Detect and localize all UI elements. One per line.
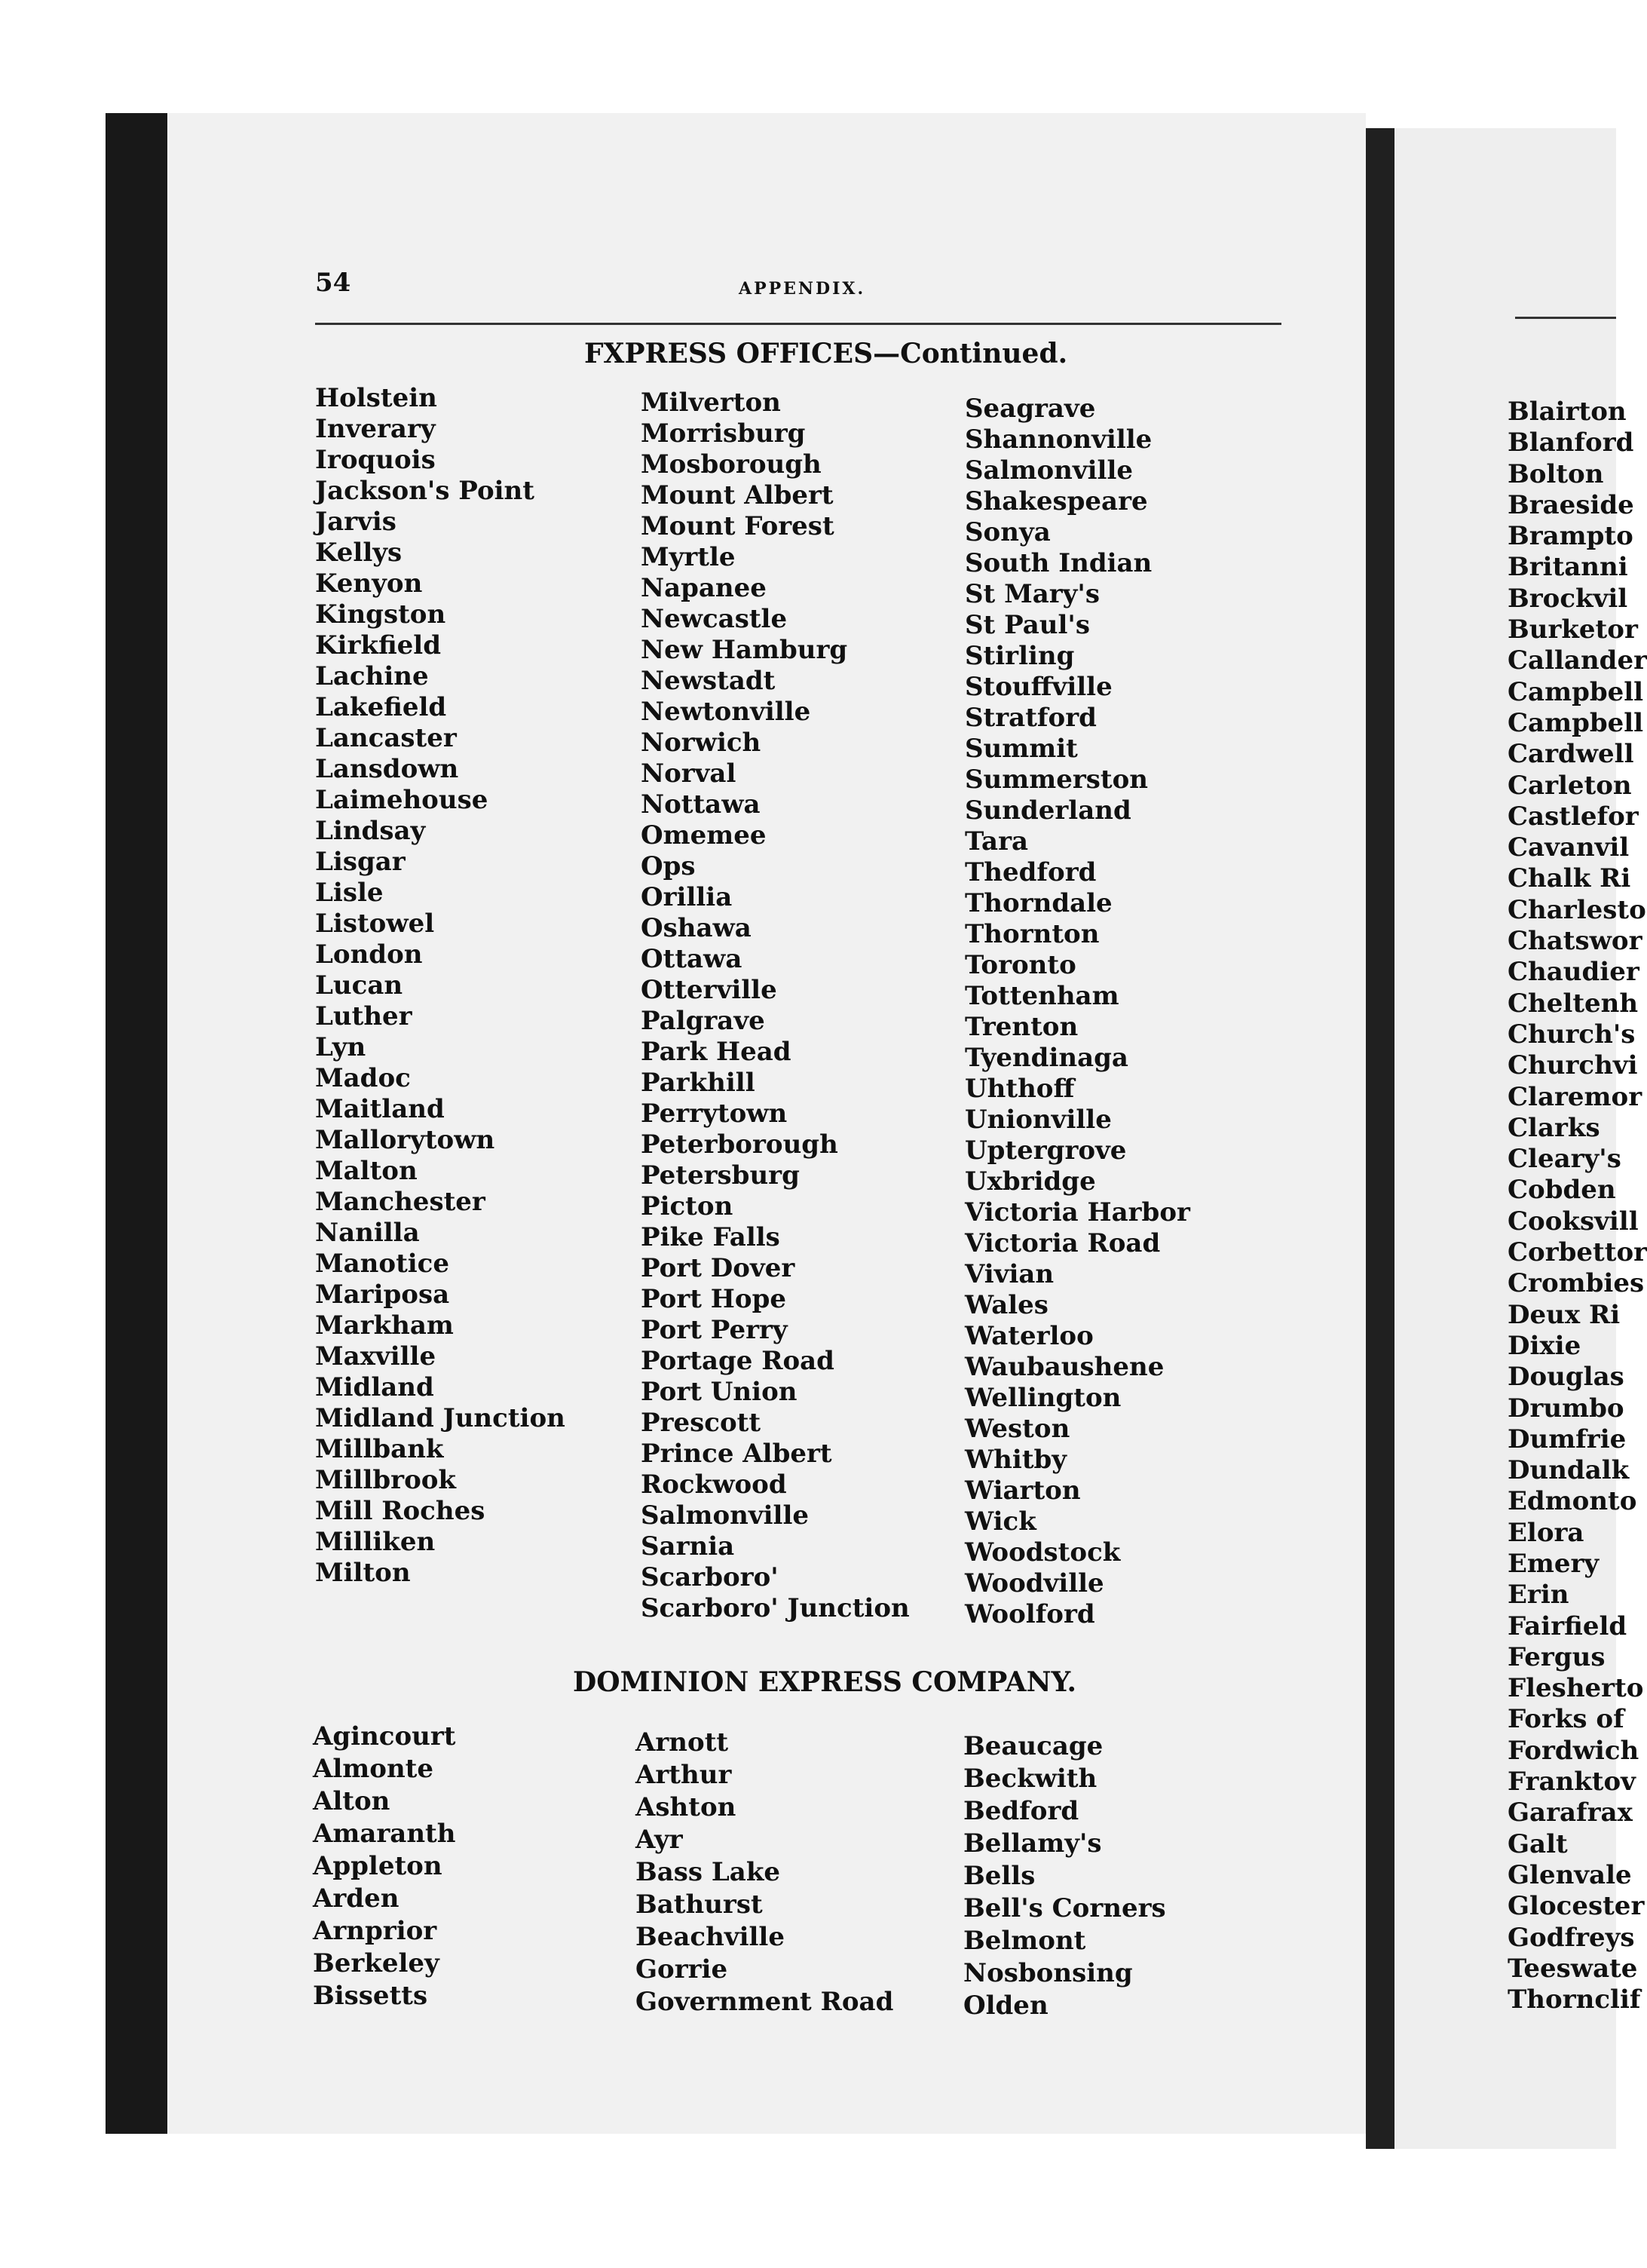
place-name: Dixie xyxy=(1508,1330,1581,1361)
page-number: 54 xyxy=(315,268,351,298)
place-name: Orillia xyxy=(641,882,733,912)
place-name: Port Union xyxy=(641,1377,797,1407)
place-name: Norwich xyxy=(641,728,761,758)
place-name: Summit xyxy=(965,734,1078,764)
place-name: St Mary's xyxy=(965,579,1100,609)
place-name: Charlesto xyxy=(1508,894,1646,925)
place-name: Laimehouse xyxy=(315,785,488,815)
place-name: Lucan xyxy=(315,970,403,1001)
place-name: Napanee xyxy=(641,573,767,603)
place-name: Woodstock xyxy=(965,1537,1121,1568)
place-name: Thorndale xyxy=(965,888,1113,918)
place-name: Nanilla xyxy=(315,1218,420,1248)
place-name: Whitby xyxy=(965,1445,1067,1475)
place-name: Salmonville xyxy=(965,455,1134,486)
place-name: Fordwich xyxy=(1508,1735,1639,1766)
place-name: Godfreys xyxy=(1508,1922,1635,1953)
place-name: Milliken xyxy=(315,1527,436,1557)
place-name: Mount Albert xyxy=(641,480,834,510)
place-name: Lansdown xyxy=(315,754,459,784)
place-name: Malton xyxy=(315,1156,418,1186)
place-name: Holstein xyxy=(315,383,437,413)
dominion-express-heading: DOMINION EXPRESS COMPANY. xyxy=(573,1666,1077,1698)
place-name: Woolford xyxy=(965,1599,1095,1629)
place-name: Picton xyxy=(641,1191,733,1221)
place-name: Oshawa xyxy=(641,913,752,943)
place-name: London xyxy=(315,939,423,970)
place-name: Lisgar xyxy=(315,847,406,877)
dominion-column-3 xyxy=(963,1730,1166,2022)
place-name: Douglas xyxy=(1508,1362,1624,1393)
right-page-header-rule xyxy=(1515,317,1616,319)
place-name: Clarks xyxy=(1508,1112,1600,1143)
place-name: Jarvis xyxy=(315,507,396,537)
place-name: Ashton xyxy=(635,1792,736,1822)
place-name: Corbettor xyxy=(1508,1237,1647,1268)
place-name: Weston xyxy=(965,1414,1070,1444)
place-name: Newcastle xyxy=(641,604,788,634)
place-name: Morrisburg xyxy=(641,418,806,449)
place-name: Stratford xyxy=(965,703,1097,733)
place-name: Prescott xyxy=(641,1408,761,1438)
place-name: Dundalk xyxy=(1508,1455,1630,1486)
place-name: Arnprior xyxy=(313,1916,437,1946)
place-name: Listowel xyxy=(315,909,435,939)
place-name: Campbell xyxy=(1508,707,1644,738)
book-gutter xyxy=(1366,128,1394,2149)
place-name: Luther xyxy=(315,1001,412,1031)
place-name: Manotice xyxy=(315,1249,450,1279)
place-name: Woodville xyxy=(965,1568,1104,1598)
place-name: Bellamy's xyxy=(963,1828,1102,1859)
place-name: Cardwell xyxy=(1508,739,1634,770)
place-name: Cooksvill xyxy=(1508,1206,1639,1237)
place-name: Beckwith xyxy=(963,1764,1097,1794)
place-name: Castlefor xyxy=(1508,801,1639,832)
place-name: Manchester xyxy=(315,1187,485,1217)
place-name: Scarboro' xyxy=(641,1562,779,1592)
place-name: Mariposa xyxy=(315,1280,450,1310)
place-name: Park Head xyxy=(641,1037,791,1067)
place-name: Alton xyxy=(313,1786,390,1816)
place-name: Drumbo xyxy=(1508,1393,1624,1424)
place-name: Vivian xyxy=(965,1259,1055,1289)
place-name: Almonte xyxy=(313,1754,434,1784)
place-name: Beaucage xyxy=(963,1731,1104,1761)
place-name: Mount Forest xyxy=(641,511,834,541)
place-name: Erin xyxy=(1508,1580,1569,1611)
place-name: Sunderland xyxy=(965,795,1131,826)
place-name: South Indian xyxy=(965,548,1153,578)
place-name: Fairfield xyxy=(1508,1611,1627,1641)
express-offices-heading: FXPRESS OFFICES—Continued. xyxy=(584,338,1068,369)
place-name: Midland Junction xyxy=(315,1403,565,1433)
place-name: Bissetts xyxy=(313,1981,428,2011)
place-name: Parkhill xyxy=(641,1068,755,1098)
place-name: Wick xyxy=(965,1506,1036,1537)
place-name: Kingston xyxy=(315,599,446,630)
place-name: Kirkfield xyxy=(315,630,441,660)
place-name: Madoc xyxy=(315,1063,411,1093)
place-name: Victoria Road xyxy=(965,1228,1161,1258)
place-name: Ottawa xyxy=(641,944,742,974)
place-name: Franktov xyxy=(1508,1767,1636,1798)
place-name: Tyendinaga xyxy=(965,1043,1128,1073)
place-name: Lachine xyxy=(315,661,429,691)
place-name: Churchvi xyxy=(1508,1050,1638,1081)
place-name: Thedford xyxy=(965,857,1097,887)
place-name: Milverton xyxy=(641,388,781,418)
place-name: Mosborough xyxy=(641,449,822,480)
place-name: Mill Roches xyxy=(315,1496,485,1526)
place-name: Maxville xyxy=(315,1341,436,1372)
place-name: Crombies xyxy=(1508,1268,1645,1299)
place-name: Pike Falls xyxy=(641,1222,780,1252)
place-name: Galt xyxy=(1508,1828,1568,1859)
place-name: Newtonville xyxy=(641,697,811,727)
place-name: Arthur xyxy=(635,1760,732,1790)
place-name: Forks of xyxy=(1508,1704,1624,1735)
place-name: Wellington xyxy=(965,1383,1122,1413)
place-name: Summerston xyxy=(965,765,1149,795)
place-name: Palgrave xyxy=(641,1006,765,1036)
place-name: Markham xyxy=(315,1310,454,1341)
place-name: Arnott xyxy=(635,1727,729,1758)
place-name: Waubaushene xyxy=(965,1352,1165,1382)
place-name: Port Hope xyxy=(641,1284,786,1314)
place-name: Millbank xyxy=(315,1434,444,1464)
place-name: Bolton xyxy=(1508,458,1604,489)
place-name: Amaranth xyxy=(313,1819,456,1849)
place-name: Inverary xyxy=(315,414,436,444)
place-name: Unionville xyxy=(965,1105,1112,1135)
place-name: Tottenham xyxy=(965,981,1119,1011)
place-name: Uxbridge xyxy=(965,1166,1096,1197)
place-name: Stirling xyxy=(965,641,1075,671)
place-name: Stouffville xyxy=(965,672,1113,702)
place-name: Callander xyxy=(1508,645,1647,676)
place-name: Church's xyxy=(1508,1019,1636,1050)
place-name: Cleary's xyxy=(1508,1144,1621,1175)
place-name: Toronto xyxy=(965,950,1076,980)
place-name: Teeswate xyxy=(1508,1953,1638,1984)
place-name: Kellys xyxy=(315,538,403,568)
place-name: Trenton xyxy=(965,1012,1079,1042)
place-name: Brampto xyxy=(1508,521,1633,552)
place-name: Scarboro' Junction xyxy=(641,1593,910,1623)
express-column-1 xyxy=(315,383,565,1589)
place-name: Flesherto xyxy=(1508,1673,1644,1704)
place-name: Burketor xyxy=(1508,615,1638,645)
place-name: Myrtle xyxy=(641,542,736,572)
place-name: Fergus xyxy=(1508,1641,1606,1672)
place-name: Bells xyxy=(963,1861,1036,1891)
place-name: Mallorytown xyxy=(315,1125,495,1155)
place-name: Wiarton xyxy=(965,1476,1081,1506)
left-binding-edge xyxy=(106,113,167,2134)
place-name: New Hamburg xyxy=(641,635,848,665)
place-name: Nosbonsing xyxy=(963,1958,1133,1988)
place-name: Uptergrove xyxy=(965,1136,1127,1166)
place-name: Port Perry xyxy=(641,1315,788,1345)
place-name: Nottawa xyxy=(641,789,761,820)
place-name: Sonya xyxy=(965,517,1051,547)
place-name: Newstadt xyxy=(641,666,776,696)
place-name: Tara xyxy=(965,826,1029,857)
place-name: Maitland xyxy=(315,1094,445,1124)
place-name: Norval xyxy=(641,759,736,789)
place-name: Ops xyxy=(641,851,696,881)
place-name: Gorrie xyxy=(635,1954,728,1985)
place-name: Bathurst xyxy=(635,1889,763,1920)
place-name: Chaudier xyxy=(1508,957,1639,988)
place-name: Bedford xyxy=(963,1796,1079,1826)
place-name: Olden xyxy=(963,1991,1049,2021)
place-name: Lakefield xyxy=(315,692,447,722)
place-name: Braeside xyxy=(1508,489,1634,520)
place-name: Emery xyxy=(1508,1548,1600,1579)
place-name: Blairton xyxy=(1508,397,1627,427)
place-name: Bell's Corners xyxy=(963,1893,1166,1923)
place-name: Omemee xyxy=(641,820,767,851)
place-name: Chatswor xyxy=(1508,926,1642,957)
place-name: Sarnia xyxy=(641,1531,735,1562)
place-name: Glenvale xyxy=(1508,1859,1632,1890)
place-name: Port Dover xyxy=(641,1253,795,1283)
running-head: APPENDIX. xyxy=(739,279,866,299)
express-column-2 xyxy=(641,388,910,1624)
place-name: Cheltenh xyxy=(1508,988,1639,1019)
place-name: Lisle xyxy=(315,878,384,908)
place-name: Rockwood xyxy=(641,1470,787,1500)
place-name: Lyn xyxy=(315,1032,366,1062)
place-name: Beachville xyxy=(635,1922,785,1952)
place-name: Agincourt xyxy=(313,1721,456,1752)
place-name: Perrytown xyxy=(641,1099,788,1129)
place-name: Iroquois xyxy=(315,445,436,475)
place-name: Otterville xyxy=(641,975,777,1005)
place-name: Garafrax xyxy=(1508,1798,1633,1828)
place-name: Bass Lake xyxy=(635,1857,781,1887)
place-name: Midland xyxy=(315,1372,434,1402)
place-name: Shakespeare xyxy=(965,486,1148,516)
place-name: Appleton xyxy=(313,1851,442,1881)
place-name: Carleton xyxy=(1508,770,1632,801)
place-name: Chalk Ri xyxy=(1508,863,1631,894)
place-name: Jackson's Point xyxy=(315,476,534,506)
place-name: Cavanvil xyxy=(1508,832,1630,863)
place-name: Milton xyxy=(315,1558,411,1588)
place-name: Prince Albert xyxy=(641,1439,832,1469)
header-rule xyxy=(315,323,1281,325)
place-name: Edmonto xyxy=(1508,1486,1637,1517)
place-name: Elora xyxy=(1508,1517,1584,1548)
place-name: Uhthoff xyxy=(965,1074,1075,1104)
place-name: Lancaster xyxy=(315,723,457,753)
place-name: Berkeley xyxy=(313,1948,439,1978)
place-name: Petersburg xyxy=(641,1160,800,1191)
place-name: Claremor xyxy=(1508,1081,1642,1112)
place-name: Salmonville xyxy=(641,1500,810,1531)
place-name: St Paul's xyxy=(965,610,1090,640)
place-name: Ayr xyxy=(635,1825,683,1855)
express-column-3 xyxy=(965,394,1190,1630)
place-name: Thornclif xyxy=(1508,1985,1641,2015)
right-page-column xyxy=(1508,397,1647,2015)
dominion-column-1 xyxy=(313,1721,456,2012)
place-name: Deux Ri xyxy=(1508,1299,1621,1330)
place-name: Victoria Harbor xyxy=(965,1197,1190,1227)
place-name: Arden xyxy=(313,1883,400,1914)
place-name: Campbell xyxy=(1508,676,1644,707)
place-name: Government Road xyxy=(635,1987,894,2017)
dominion-column-2 xyxy=(635,1727,893,2018)
place-name: Wales xyxy=(965,1290,1049,1320)
place-name: Shannonville xyxy=(965,424,1153,455)
place-name: Belmont xyxy=(963,1926,1086,1956)
place-name: Cobden xyxy=(1508,1175,1616,1206)
place-name: Seagrave xyxy=(965,394,1096,424)
place-name: Thornton xyxy=(965,919,1100,949)
place-name: Kenyon xyxy=(315,569,423,599)
place-name: Dumfrie xyxy=(1508,1424,1627,1454)
place-name: Blanford xyxy=(1508,428,1634,458)
place-name: Glocester xyxy=(1508,1891,1645,1922)
place-name: Waterloo xyxy=(965,1321,1094,1351)
place-name: Portage Road xyxy=(641,1346,834,1376)
place-name: Brockvil xyxy=(1508,583,1628,614)
place-name: Lindsay xyxy=(315,816,426,846)
place-name: Peterborough xyxy=(641,1129,838,1160)
place-name: Britanni xyxy=(1508,552,1628,583)
place-name: Millbrook xyxy=(315,1465,456,1495)
